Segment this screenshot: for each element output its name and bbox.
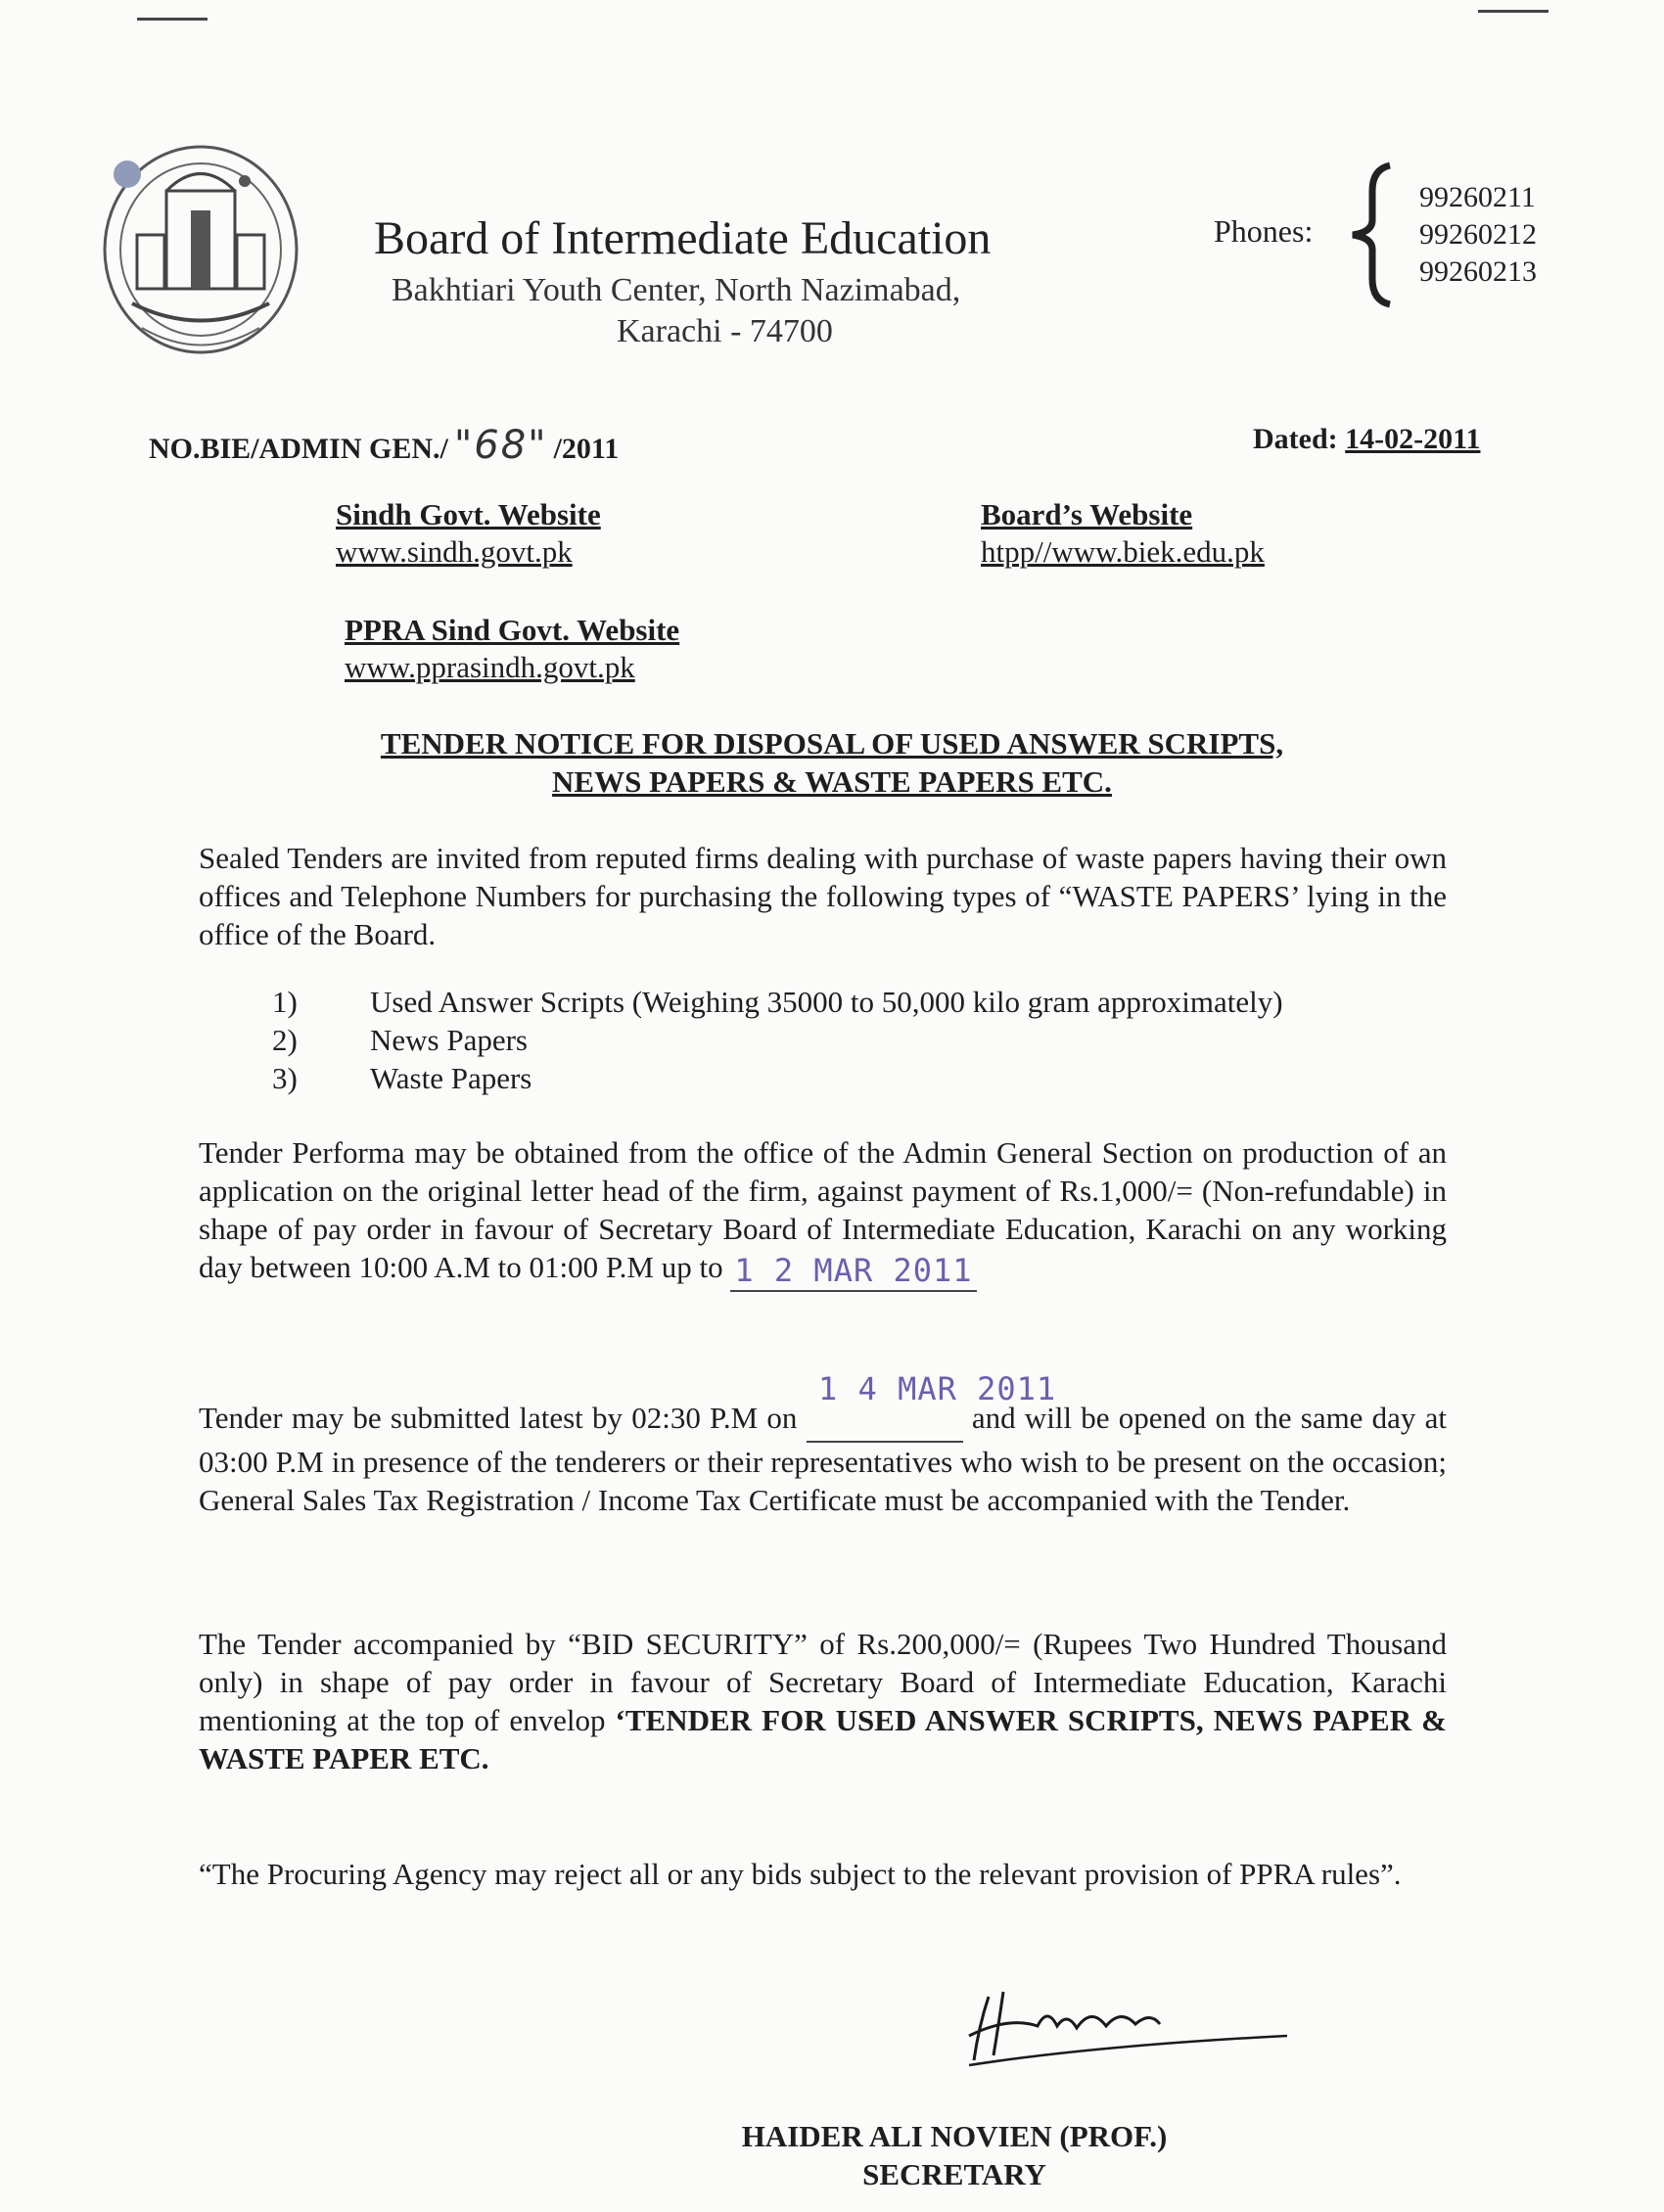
org-address-line2: Karachi - 74700 bbox=[617, 313, 833, 349]
website-title: Board’s Website bbox=[981, 497, 1193, 531]
notice-title-line1: TENDER NOTICE FOR DISPOSAL OF USED ANSWER SCRIPTS, bbox=[380, 726, 1284, 760]
signatory bbox=[0, 2117, 1664, 2193]
phone-number: 99260212 bbox=[1419, 218, 1537, 251]
dated-value: 14-02-2011 bbox=[1345, 423, 1481, 455]
signatory-designation: SECRETARY bbox=[862, 2157, 1046, 2191]
scan-mark-left bbox=[137, 18, 208, 21]
date-stamp: 1 4 MAR 2011 bbox=[818, 1370, 1057, 1407]
intro-paragraph: Sealed Tenders are invited from reputed firms dealing with purchase of waste papers having their own offices and Telephone Numbers for purchasing the following types of “WASTE PAPERS’ lying in the office of the Board. bbox=[199, 841, 1447, 951]
notice-title bbox=[0, 724, 1664, 801]
reference-number bbox=[149, 423, 619, 468]
list-item-text: Waste Papers bbox=[370, 1061, 532, 1095]
rejection-paragraph: “The Procuring Agency may reject all or any bids subject to the relevant provision of PPRA rules”. bbox=[199, 1857, 1402, 1891]
bid-security-paragraph bbox=[199, 1625, 1447, 1777]
waste-types-list bbox=[272, 983, 1283, 1097]
phones-label: Phones: bbox=[1214, 213, 1314, 249]
list-item-number: 2) bbox=[272, 1023, 298, 1057]
phone-number: 99260213 bbox=[1419, 255, 1537, 288]
website-url[interactable]: htpp//www.biek.edu.pk bbox=[981, 534, 1265, 569]
org-name: Board of Intermediate Education bbox=[374, 212, 992, 264]
bid-security-text: The Tender accompanied by “BID SECURITY” of Rs.200,000/= (Rupees Two Hundred Thousand only) in shape of pay order in favour of Secretary Board of Intermediate Education, Karachi mentioning at the top of envelop bbox=[199, 1627, 1447, 1737]
submission-text-before: Tender may be submitted latest by 02:30 P.M on bbox=[199, 1401, 798, 1435]
list-item-number: 3) bbox=[272, 1061, 298, 1095]
signatory-name: HAIDER ALI NOVIEN (PROF.) bbox=[741, 2119, 1168, 2153]
website-url[interactable]: www.pprasindh.govt.pk bbox=[345, 650, 635, 684]
dated bbox=[1253, 423, 1480, 456]
website-board bbox=[981, 496, 1265, 571]
scan-mark-right bbox=[1478, 10, 1548, 13]
website-title: PPRA Sind Govt. Website bbox=[345, 613, 680, 647]
org-address-line1: Bakhtiari Youth Center, North Nazimabad, bbox=[392, 272, 961, 308]
submission-text-after: and will be opened on the same day at 03:00 P.M in presence of the tenderers or their representatives who wish to be present on the occasion; General Sales Tax Registration / Income Tax Certificate must be accompanied with the Tender. bbox=[199, 1401, 1448, 1517]
performa-text: Tender Performa may be obtained from the office of the Admin General Section on production of an application on the original letter head of the firm, against payment of Rs.1,000/= (Non-refundable) in shape of pay order in favour of Secretary Board of Intermediate Education, Karachi on any working day between 10:00 A.M to 01:00 P.M up to bbox=[199, 1135, 1447, 1284]
website-url[interactable]: www.sindh.govt.pk bbox=[336, 534, 573, 569]
phone-number: 99260211 bbox=[1419, 181, 1536, 213]
brace-icon bbox=[1339, 161, 1398, 308]
bid-security-envelope-text: ‘TENDER FOR USED ANSWER SCRIPTS, NEWS PAPER & WASTE PAPER ETC. bbox=[199, 1703, 1447, 1775]
notice-title-line2: NEWS PAPERS & WASTE PAPERS ETC. bbox=[552, 764, 1112, 799]
list-item-text: Used Answer Scripts (Weighing 35000 to 50,000 kilo gram approximately) bbox=[370, 985, 1283, 1019]
reference-suffix: /2011 bbox=[553, 433, 620, 465]
performa-paragraph bbox=[199, 1133, 1447, 1288]
date-stamp: 1 2 MAR 2011 bbox=[730, 1252, 976, 1292]
list-item-text: News Papers bbox=[370, 1023, 528, 1057]
date-blank bbox=[807, 1403, 963, 1443]
dated-label: Dated: bbox=[1253, 423, 1338, 455]
list-item bbox=[272, 1021, 1283, 1059]
list-item bbox=[272, 1059, 1283, 1097]
submission-paragraph bbox=[199, 1399, 1447, 1519]
board-seal-logo bbox=[98, 137, 303, 372]
reference-prefix: NO.BIE/ADMIN GEN./ bbox=[149, 433, 448, 465]
website-sindh-govt bbox=[336, 496, 601, 571]
phones-list bbox=[1419, 179, 1537, 291]
website-ppra bbox=[345, 612, 679, 686]
list-item-number: 1) bbox=[272, 985, 298, 1019]
website-title: Sindh Govt. Website bbox=[336, 497, 601, 531]
signature bbox=[949, 1967, 1302, 2085]
list-item bbox=[272, 983, 1283, 1021]
reference-handwritten-number: "68" bbox=[453, 423, 548, 468]
